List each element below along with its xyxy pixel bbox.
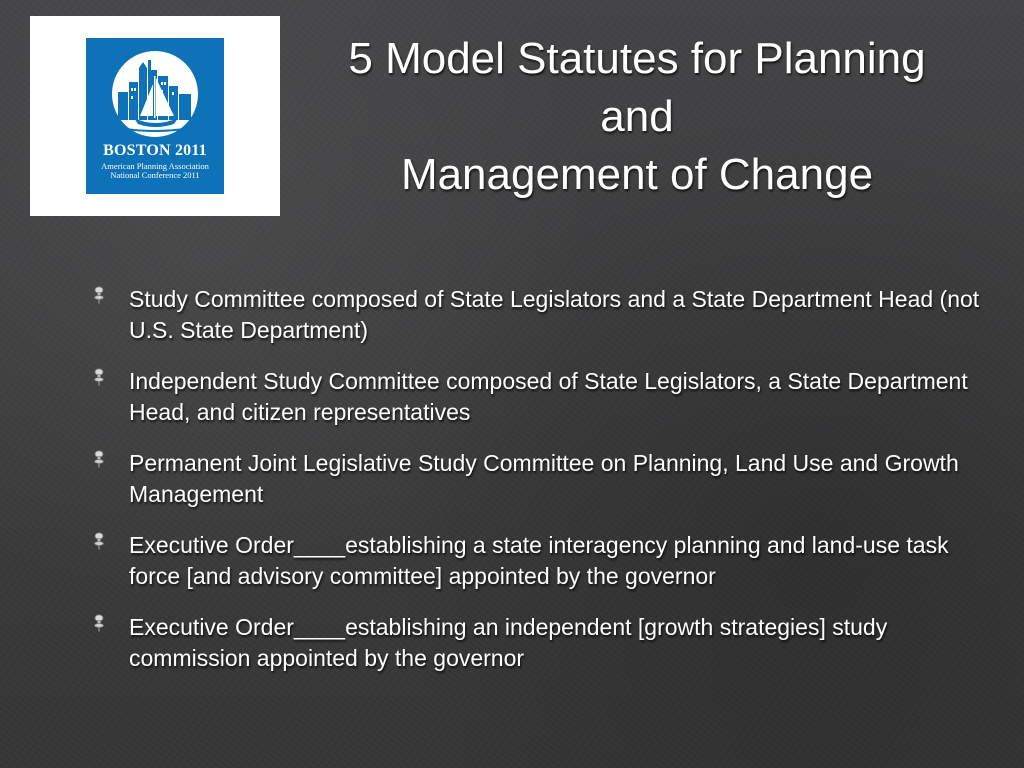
- slide-title-line1: 5 Model Statutes for Planning: [348, 34, 926, 83]
- bullet-text: Independent Study Committee composed of State Legislators, a State Department Head, and citizen representatives: [129, 368, 968, 425]
- pushpin-bullet-icon: [92, 286, 106, 304]
- pushpin-bullet-icon: [92, 450, 106, 468]
- bullet-list: [92, 284, 992, 694]
- pushpin-bullet-icon: [92, 368, 106, 386]
- logo-blue-panel: [86, 38, 224, 194]
- pushpin-bullet-icon: [92, 614, 106, 632]
- bullet-item: [92, 530, 992, 592]
- logo-subtitle-line2: National Conference 2011: [110, 170, 200, 180]
- conference-logo: [30, 16, 280, 216]
- bullet-text: Permanent Joint Legislative Study Committee on Planning, Land Use and Growth Management: [129, 450, 959, 507]
- logo-title: BOSTON 2011: [103, 142, 207, 159]
- bullet-item: [92, 284, 992, 346]
- bullet-text: Executive Order____establishing an independent [growth strategies] study commission appointed by the governor: [129, 614, 888, 671]
- bullet-text: Study Committee composed of State Legislators and a State Department Head (not U.S. State Department): [129, 286, 980, 343]
- bullet-item: [92, 612, 992, 674]
- slide-title-line3: Management of Change: [400, 150, 874, 199]
- slide-title: [292, 30, 982, 204]
- bullet-item: [92, 448, 992, 510]
- pushpin-bullet-icon: [92, 532, 106, 550]
- logo-subtitle-line1: American Planning Association: [101, 161, 209, 171]
- slide-title-line2: and: [600, 92, 674, 141]
- bullet-text: Executive Order____establishing a state interagency planning and land-use task force [and advisory committee] appointed by the governor: [129, 532, 949, 589]
- bullet-item: [92, 366, 992, 428]
